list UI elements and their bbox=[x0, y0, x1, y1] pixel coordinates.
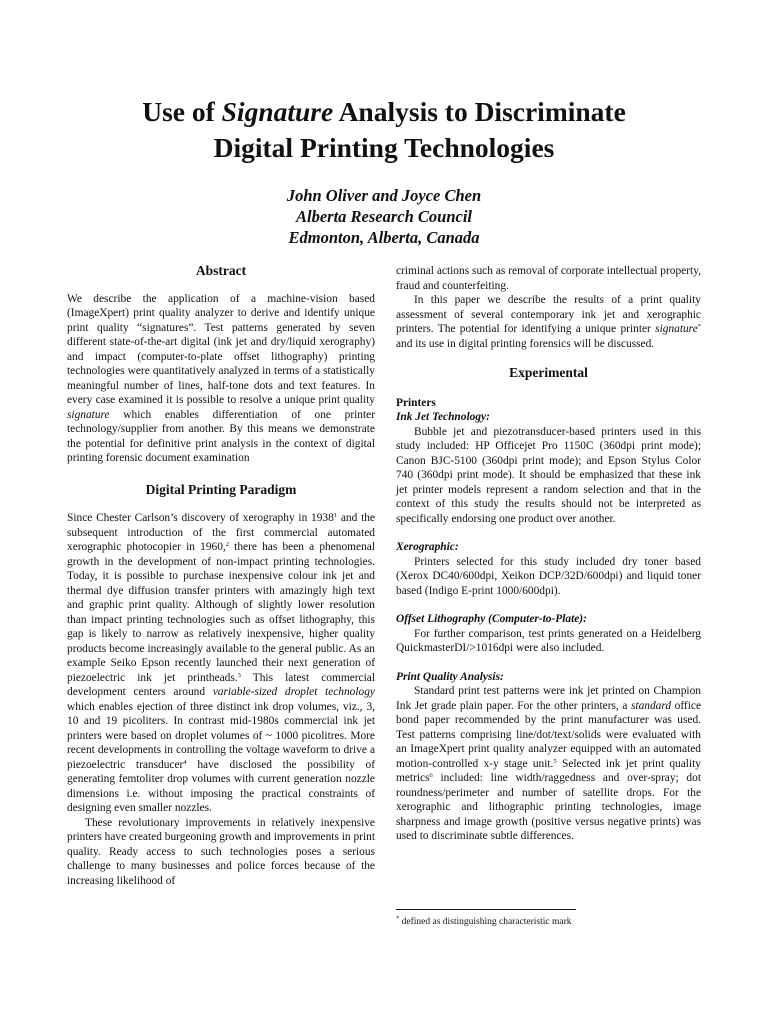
pqa-text-a: Standard print test patterns were ink jet printed on Champion Ink Jet grade plain paper. For the other printers, a bbox=[396, 685, 701, 712]
paradigm-paragraph-1 bbox=[67, 511, 375, 816]
pqa-text-em: standard bbox=[630, 699, 672, 712]
print-quality-paragraph bbox=[396, 684, 701, 844]
abstract-text bbox=[67, 292, 375, 466]
intro-text-em: signature bbox=[655, 323, 698, 335]
xerographic-heading: Xerographic: bbox=[396, 541, 459, 553]
paradigm-text-e: which enables ejection of three distinct ink drop volumes, viz., 3, 10 and 19 picoliters. In contrast mid-1980s commercial ink jet printers were based on droplet volumes of ~ 1000 picolitres. More recent developments in controlling the voltage waveform to drive a piezoelectric transducer bbox=[67, 700, 375, 771]
title-text-post: Analysis to Discriminate bbox=[333, 96, 626, 127]
paradigm-heading: Digital Printing Paradigm bbox=[145, 481, 297, 497]
author-affiliation: Alberta Research Council bbox=[295, 207, 472, 226]
right-column bbox=[396, 264, 701, 844]
footnote-marker: * bbox=[697, 323, 701, 330]
citation-2: 2 bbox=[225, 541, 230, 548]
offset-heading: Offset Lithography (Computer-to-Plate): bbox=[396, 613, 587, 625]
author-block bbox=[40, 185, 728, 248]
footnote-text: defined as distinguishing characteristic mark bbox=[399, 917, 572, 927]
abstract-text-a: We describe the application of a machine-vision based (ImageXpert) print quality analyzer to derive and identify unique print quality “signatures”. Test patterns generated by seven different state-of-the-art digital (ink jet and dry/liquid xerography) and impact (computer-to-plate offset lithography) printing technologies were quantitatively analyzed in terms of a statistically meaningful number of lines, half-tone dots and text features. In every case examined it is possible to resolve a unique print quality bbox=[67, 292, 375, 406]
paradigm-continuation: criminal actions such as removal of corporate intellectual property, fraud and counterfeiting. bbox=[396, 265, 701, 292]
title-text-pre: Use of bbox=[142, 96, 222, 127]
author-names: John Oliver and Joyce Chen bbox=[286, 186, 482, 205]
paradigm-text-b: and the subsequent introduction of the first commercial automated xerographic photocopier in 1960, bbox=[67, 512, 375, 553]
abstract-heading: Abstract bbox=[195, 263, 247, 278]
paradigm-paragraph-2: These revolutionary improvements in relatively inexpensive printers have created burgeoning growth and improvements in print quality. Ready access to such technologies poses a serious challenge to many businesses and police forces because of the increasing likelihood of bbox=[67, 816, 375, 887]
paradigm-text-f: have disclosed the possibility of generating femtoliter drop volumes with current generation nozzle dimensions i.e. without imposing the practical constraints of designing even smaller nozzles. bbox=[67, 758, 375, 814]
paradigm-text-d: This latest commercial development centers around bbox=[67, 671, 375, 698]
pqa-text-c: Selected ink jet print quality metrics bbox=[396, 757, 701, 784]
intro-text-a: In this paper we describe the results of a print quality assessment of several contemporary ink jet and xerographic printers. The potential for identifying a unique printer bbox=[396, 294, 701, 335]
paper-title bbox=[40, 94, 728, 166]
paradigm-text-c: there has been a phenomenal growth in the development of non-impact printing technologies. Today, it is possible to purchase inexpensive colour ink jet and thermal dye diffusion transfer printers with amazingly high text and graphic print quality. Although of slightly lower resolution than impact printing technologies such as offset lithography, this gap is likely to narrow as relatively inexpensive, higher quality products become increasingly available to the general public. As an example Seiko Epson recently launched their next generation of piezoelectric ink jet printheads. bbox=[67, 541, 375, 684]
pqa-text-d: included: line width/raggedness and over-spray; dot roundness/perimeter and number of satellite drops. For the xerographic and lithographic printing technologies, image sharpness and image growth (positive versus negative prints) was used to discriminate subtle differences. bbox=[396, 772, 701, 842]
pqa-text-b: office bond paper recommended by the print manufacturer was used. Test patterns comprising line/dot/text/solids were evaluated with an ImageXpert print quality analyzer equipped with an automated motion-controlled x-y stage unit. bbox=[396, 699, 702, 770]
author-location: Edmonton, Alberta, Canada bbox=[288, 228, 480, 247]
offset-paragraph: For further comparison, test prints generated on a Heidelberg QuickmasterDI/>1016dpi were also included. bbox=[396, 627, 701, 654]
footnote bbox=[396, 916, 701, 928]
citation-3: 3 bbox=[237, 671, 241, 679]
title-line-2: Digital Printing Technologies bbox=[213, 132, 555, 163]
intro-text-b: and its use in digital printing forensics will be discussed. bbox=[396, 337, 655, 350]
footnote-divider bbox=[396, 909, 576, 910]
printers-heading: Printers bbox=[396, 396, 436, 409]
inkjet-paragraph: Bubble jet and piezotransducer-based printers used in this study included: HP Officejet Pro 1150C (360dpi print mode); Canon BJC-5100 (360dpi print mode); and Epson Stylus Color 740 (360dpi print mode). It should be emphasized that these ink jet printer models represent a random selection and that in the context of this study the results should not be interpreted as specifically endorsing one product over another. bbox=[396, 425, 701, 525]
paradigm-text-a: Since Chester Carlson’s discovery of xerography in 1938 bbox=[67, 512, 334, 524]
citation-4: 4 bbox=[183, 758, 187, 766]
experimental-heading: Experimental bbox=[509, 365, 588, 380]
xerographic-paragraph: Printers selected for this study included dry toner based (Xerox DC40/600dpi, Xeikon DCP/32D/600dpi) and liquid toner based (Indigo E-print 1000/600dpi). bbox=[396, 555, 701, 597]
print-quality-heading: Print Quality Analysis: bbox=[396, 670, 504, 683]
inkjet-heading: Ink Jet Technology: bbox=[396, 411, 490, 423]
footnote-symbol: * bbox=[396, 915, 400, 922]
paper-intro-paragraph bbox=[396, 293, 701, 351]
citation-5: 5 bbox=[553, 757, 557, 765]
left-column bbox=[67, 264, 375, 888]
citation-6: 6 bbox=[429, 772, 433, 779]
title-text-signature: Signature bbox=[221, 96, 334, 127]
paradigm-text-em: variable-sized droplet technology bbox=[212, 686, 375, 698]
title-line-1 bbox=[40, 94, 728, 130]
abstract-text-b: which enables differentiation of one printer technology/supplier from another. By this means we demonstrate the potential for definitive print analysis in the context of digital printing forensic document examination bbox=[67, 408, 375, 464]
citation-1: 1 bbox=[333, 512, 338, 519]
abstract-text-em: signature bbox=[67, 408, 110, 421]
